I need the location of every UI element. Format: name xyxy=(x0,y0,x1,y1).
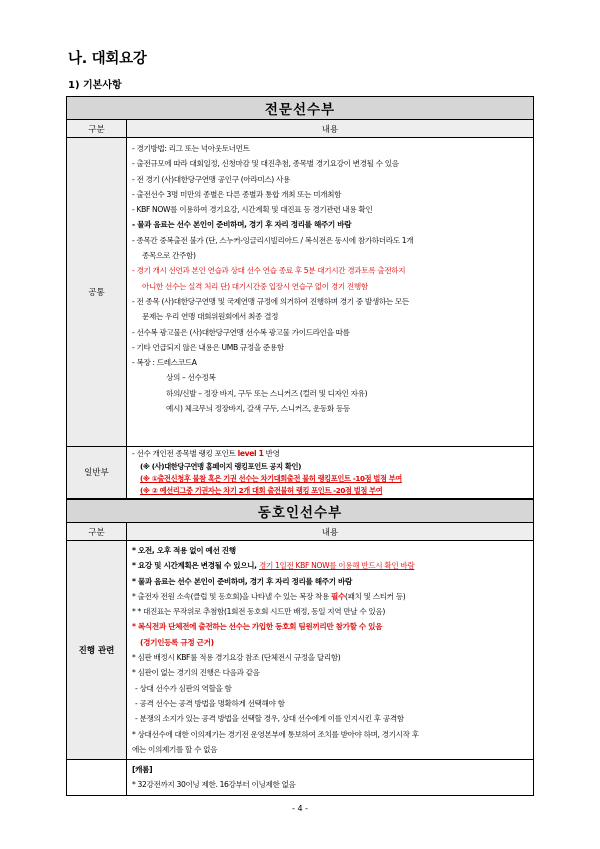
ranking-notice: (※ (사)대한당구연맹 홈페이지 랭킹포인트 공지 확인) xyxy=(140,461,302,471)
content-header: 내용 xyxy=(127,120,534,138)
rule-line: - KBF NOW를 이용하여 경기요강, 시간계획 및 대진표 등 경기관련 내용 확인 xyxy=(132,205,373,215)
common-label: 공통 xyxy=(67,138,127,447)
common-content xyxy=(127,138,534,447)
content-header: 내용 xyxy=(127,523,534,541)
rule-line: 하의/신발 – 정장 바지, 구두 또는 스니커즈 (컬러 및 디자인 자유) xyxy=(166,388,368,398)
rule-line: - 전 경기 (사)대한당구연맹 공인구 (아라미스) 사용 xyxy=(132,174,290,184)
rule-line: - 종목간 중복출전 불가 (단, 스누커-잉글리시빌리아드 / 복식전은 동시에 참가하더라도 1개 xyxy=(132,235,414,245)
penalty-line-2: (※ ② 예선리그중 기권자는 차기 2개 대회 출전불허 랭킹 포인트 -20점 벌점 부여 xyxy=(140,485,383,495)
level-badge: level 1 xyxy=(237,449,264,458)
penalty-line-1: (※ ①출전신청후 불참 혹은 기권 선수는 차기대회출전 불허 랭킹포인트 -10점 벌점 부여 xyxy=(140,473,402,483)
rule-line: - 분쟁의 소지가 있는 공격 방법을 선택할 경우, 상대 선수에게 이를 인지시킨 후 공격함 xyxy=(135,714,404,724)
rule-line: - 물과 음료는 선수 본인이 준비하며, 경기 후 자리 정리를 해주기 바람 xyxy=(132,220,352,230)
rule-line: - 상대 선수가 심판의 역할을 함 xyxy=(135,683,232,693)
rule-line: - 출전규모에 따라 대회일정, 신청마감 및 대진추첨, 종목별 경기요강이 변경될 수 있음 xyxy=(132,159,399,169)
rule-line: * 출전자 전원 소속(클럽 및 동호회)을 나타낼 수 있는 복장 착용 필수(패치 및 스티커 등) xyxy=(132,591,406,601)
rule-line: * 요강 및 시간계획은 변경될 수 있으니, 경기 1일전 KBF NOW를 이용해 반드시 확인 바람 xyxy=(132,561,415,571)
rule-line: (경기인등록 규정 근거) xyxy=(140,637,214,647)
rule-line: - 복장 : 드레스코드A xyxy=(132,358,197,368)
general-label: 일반부 xyxy=(67,447,127,499)
rule-line: * 물과 음료는 선수 본인이 준비하며, 경기 후 자리 정리를 해주기 바람 xyxy=(132,576,352,586)
rule-line: 예시) 체크무늬 정장바지, 갈색 구두, 스니커즈, 운동화 등등 xyxy=(166,404,350,414)
ranking-line: - 선수 개인전 종목별 랭킹 포인트 level 1 반영 xyxy=(132,449,280,458)
rule-line: 상의 – 선수정복 xyxy=(166,373,216,383)
carom-label-cell xyxy=(67,760,127,796)
rule-line: * * 대진표는 무작위로 추첨함(1회전 동호회 시드만 배정, 동일 지역 만날 수 있음) xyxy=(132,607,385,617)
progress-label: 진행 관련 xyxy=(67,541,127,760)
category-header: 구분 xyxy=(67,523,127,541)
rule-line: * 심판 배정시 KBF룰 적용 경기요강 참조 (단체전시 규정을 달리함) xyxy=(132,653,341,663)
rule-line: - 경기 개시 선언과 본인 연습과 상대 선수 연습 종료 후 5분 대기시간 경과토록 출전하지 xyxy=(132,266,406,276)
section-heading: 나. 대회요강 xyxy=(68,51,147,67)
general-content xyxy=(127,447,534,499)
pro-division-table xyxy=(66,96,534,499)
carom-content xyxy=(127,760,534,796)
carom-rule: * 32강전까지 30이닝 제한. 16강부터 이닝제한 없음 xyxy=(132,780,296,790)
category-header: 구분 xyxy=(67,120,127,138)
rule-line: * 심판이 없는 경기의 진행은 다음과 같음 xyxy=(132,668,260,678)
rule-line: 에는 이의제기를 할 수 없음 xyxy=(132,744,218,754)
rule-line: * 오전, 오후 적용 없이 예선 진행 xyxy=(132,546,236,555)
carom-title: [캐롬] xyxy=(132,765,153,775)
pro-division-title: 전문선수부 xyxy=(67,97,534,120)
rule-line: 종목으로 간주함) xyxy=(142,251,196,261)
rule-line: - 공격 선수는 공격 방법을 명확하게 선택해야 함 xyxy=(135,698,285,708)
rule-line: 문제는 우리 연맹 대회위원회에서 최종 결정 xyxy=(142,312,279,322)
rule-line: - 선수복 광고물은 (사)대한당구연맹 선수복 광고물 가이드라인을 따름 xyxy=(132,327,350,337)
rule-line: - 기타 언급되지 않은 내용은 UMB 규정을 준용함 xyxy=(132,342,284,352)
rule-line: * 복식전과 단체전에 출전하는 선수는 가입한 동호회 팀원끼리만 참가할 수 있음 xyxy=(132,622,383,632)
rule-line: 아니한 선수는 실격 처리 단) 대기시간중 입장시 연습구 없이 경기 진행함 xyxy=(142,281,368,291)
rule-line: - 출전선수 3명 미만의 종별은 다른 종별과 통합 개최 또는 미개최함 xyxy=(132,189,342,199)
rule-line: * 상대선수에 대한 이의제기는 경기전 운영본부에 통보하여 조치를 받아야 하며, 경기시작 후 xyxy=(132,729,419,739)
rule-line: - 전 종목 (사)대한당구연맹 및 국제연맹 규정에 의거하여 진행하며 경기 중 발생하는 모든 xyxy=(132,296,409,306)
subsection-heading: 1) 기본사항 xyxy=(68,80,122,91)
progress-content xyxy=(127,541,534,760)
rule-line: - 경기방법: 리그 또는 넉아웃토너먼트 xyxy=(132,144,250,153)
amateur-division-title: 동호인선수부 xyxy=(67,500,534,523)
amateur-division-table xyxy=(66,499,534,796)
page-number: - 4 - xyxy=(292,804,308,813)
